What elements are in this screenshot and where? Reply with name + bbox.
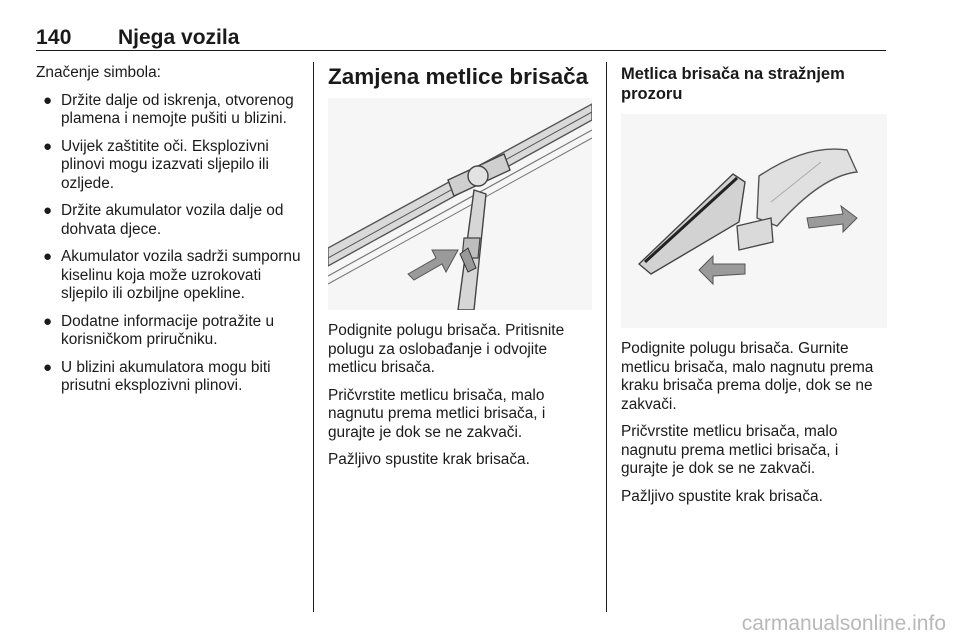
list-item — [36, 202, 302, 239]
instruction-paragraph: Pažljivo spustite krak brisača. — [621, 487, 823, 505]
section-title: Njega vozila — [118, 26, 240, 49]
left-column — [36, 64, 302, 405]
instruction-paragraph: Pažljivo spustite krak brisača. — [328, 451, 530, 468]
instruction-paragraph: Podignite polugu brisača. Pritisnite polugu za oslobađanje i odvojite metlicu brisača. — [328, 322, 565, 376]
bullet-icon: ● — [43, 248, 53, 265]
page-header — [0, 0, 960, 52]
front-wiper-illustration — [328, 98, 592, 310]
list-item — [36, 359, 302, 396]
symbol-list — [36, 92, 302, 396]
page-number: 140 — [36, 26, 72, 49]
bullet-icon: ● — [43, 358, 53, 376]
list-item-text: Držite dalje od iskrenja, otvorenog plamena i nemojte pušiti u blizini. — [61, 91, 294, 127]
bullet-icon: ● — [43, 202, 53, 219]
instruction-paragraph: Pričvrstite metlicu brisača, malo nagnutu prema metlici brisača, i gurajte je dok se ne zakvači. — [328, 386, 546, 441]
bullet-icon: ● — [43, 91, 53, 109]
list-item — [36, 313, 302, 350]
watermark: carmanualsonline.info — [741, 612, 946, 635]
list-item-text: Uvijek zaštitite oči. Eksplozivni plinovi mogu izazvati sljepilo ili ozljede. — [61, 137, 269, 192]
wiper-blade-heading: Zamjena metlice brisača — [328, 64, 589, 89]
instruction-paragraph: Pričvrstite metlicu brisača, malo nagnutu prema metlici brisača, i gurajte je dok se ne zakvači. — [621, 423, 839, 477]
symbols-intro: Značenje simbola: — [36, 64, 161, 81]
list-item — [36, 92, 302, 129]
right-column — [621, 64, 887, 515]
bullet-icon: ● — [43, 312, 53, 330]
header-rule — [36, 50, 886, 51]
list-item-text: Dodatne informacije potražite u korisničkom priručniku. — [61, 312, 275, 348]
list-item — [36, 138, 302, 194]
instruction-paragraph: Podignite polugu brisača. Gurnite metlicu brisača, malo nagnutu prema kraku brisača prema dolje, dok se ne zakvači. — [621, 340, 874, 413]
rear-wiper-heading: Metlica brisača na stražnjem prozoru — [621, 65, 845, 103]
middle-column — [328, 64, 592, 479]
list-item — [36, 248, 302, 304]
list-item-text: Akumulator vozila sadrži sumpornu kiselinu koja može uzrokovati sljepilo ili ozbiljne opekline. — [61, 248, 301, 302]
column-divider-left — [313, 62, 314, 612]
rear-wiper-illustration — [621, 114, 885, 328]
bullet-icon: ● — [43, 137, 53, 155]
column-divider-right — [606, 62, 607, 612]
list-item-text: Držite akumulator vozila dalje od dohvata djece. — [61, 202, 284, 238]
list-item-text: U blizini akumulatora mogu biti prisutni eksplozivni plinovi. — [61, 358, 271, 394]
